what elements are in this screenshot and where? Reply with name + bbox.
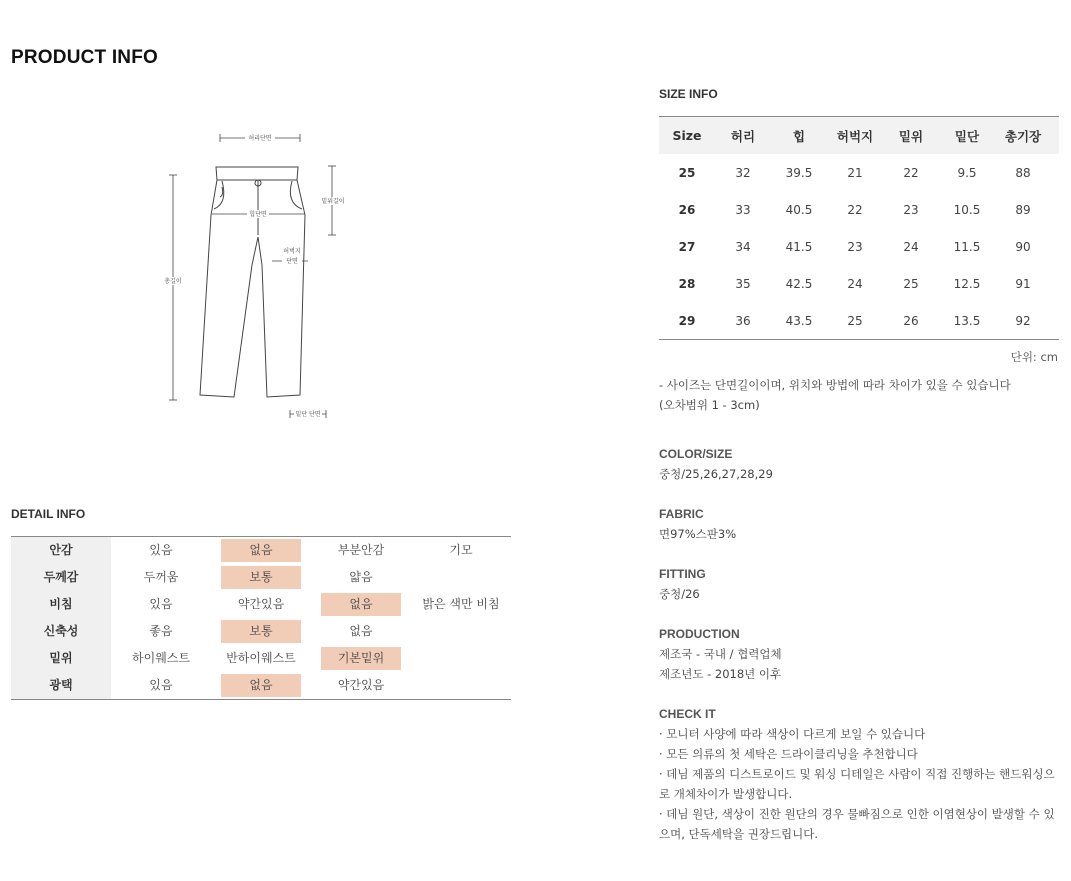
label-thigh-2: 단면 xyxy=(286,258,298,265)
fitting-heading: FITTING xyxy=(659,567,706,581)
size-cell: 43.5 xyxy=(785,313,813,328)
table-row xyxy=(659,265,1059,302)
size-table-header xyxy=(659,117,1059,154)
detail-row-thickness xyxy=(11,564,511,591)
table-row xyxy=(659,154,1059,191)
table-row xyxy=(659,228,1059,265)
pants-size-diagram xyxy=(150,125,360,425)
size-cell: 27 xyxy=(678,239,696,254)
detail-option: 있음 xyxy=(149,678,173,692)
detail-option xyxy=(411,620,511,643)
label-hem: 밑단 단면 xyxy=(295,411,321,418)
detail-row-lining xyxy=(11,537,511,564)
detail-row-gloss xyxy=(11,672,511,699)
size-unit: 단위: cm xyxy=(1010,350,1058,364)
detail-option xyxy=(411,566,511,589)
detail-row-stretch xyxy=(11,618,511,645)
detail-info-table xyxy=(11,536,511,700)
detail-row-label: 비침 xyxy=(11,591,111,618)
size-cell: 42.5 xyxy=(785,276,813,291)
size-note xyxy=(659,375,1069,415)
label-waist: 허리단면 xyxy=(248,135,272,142)
label-hip: 힙단면 xyxy=(249,211,267,218)
size-cell: 10.5 xyxy=(953,202,981,217)
detail-info-heading: DETAIL INFO xyxy=(11,507,86,521)
size-cell: 36 xyxy=(735,313,751,328)
detail-option: 기모 xyxy=(449,543,473,557)
detail-option xyxy=(411,647,511,670)
size-cell: 24 xyxy=(903,239,919,254)
page-title: PRODUCT INFO xyxy=(11,47,159,68)
detail-option-selected: 보통 xyxy=(211,566,311,589)
detail-option: 반하이웨스트 xyxy=(226,651,296,665)
check-it-heading: CHECK IT xyxy=(659,707,716,721)
detail-option: 두꺼움 xyxy=(143,570,179,584)
detail-option: 밝은 색만 비침 xyxy=(422,597,500,611)
size-cell: 21 xyxy=(847,165,863,180)
size-cell: 34 xyxy=(735,239,751,254)
size-col-header: 밑단 xyxy=(954,128,980,144)
label-length: 총길이 xyxy=(164,278,182,285)
detail-row-label: 안감 xyxy=(11,537,111,564)
check-it-line: · 데님 원단, 색상이 진한 원단의 경우 물빠짐으로 인한 이염현상이 발생할 수 있으며, 단독세탁을 권장드립니다. xyxy=(659,807,1055,841)
size-note-line: - 사이즈는 단면길이이며, 위치와 방법에 따라 차이가 있을 수 있습니다 xyxy=(659,378,1011,392)
size-cell: 23 xyxy=(903,202,919,217)
size-cell: 23 xyxy=(847,239,863,254)
size-cell: 11.5 xyxy=(953,239,981,254)
size-cell: 22 xyxy=(903,165,919,180)
label-thigh-1: 허벅지 xyxy=(283,248,301,255)
detail-option: 부분안감 xyxy=(337,543,385,557)
size-col-header: 허벅지 xyxy=(836,128,874,144)
detail-option: 있음 xyxy=(149,543,173,557)
detail-option-selected: 없음 xyxy=(211,674,311,697)
table-row xyxy=(659,302,1059,339)
detail-option xyxy=(411,674,511,697)
detail-row-label: 광택 xyxy=(11,672,111,699)
color-size-text: 중청/25,26,27,28,29 xyxy=(659,467,773,481)
size-cell: 88 xyxy=(1015,165,1031,180)
size-col-header: 허리 xyxy=(730,128,756,144)
size-cell: 29 xyxy=(678,313,696,328)
size-cell: 35 xyxy=(735,276,751,291)
size-cell: 9.5 xyxy=(957,165,977,180)
size-cell: 24 xyxy=(847,276,863,291)
production-line: 제조국 - 국내 / 협력업체 xyxy=(659,647,782,661)
size-cell: 40.5 xyxy=(785,202,813,217)
size-cell: 13.5 xyxy=(953,313,981,328)
check-it-line: · 데님 제품의 디스트로이드 및 워싱 디테일은 사람이 직접 진행하는 핸드워싱으로 개체차이가 발생합니다. xyxy=(659,767,1055,801)
fabric-text: 면97%스판3% xyxy=(659,527,737,541)
size-cell: 25 xyxy=(678,165,696,180)
detail-option-selected: 없음 xyxy=(311,593,411,616)
size-cell: 90 xyxy=(1015,239,1031,254)
production-line: 제조년도 - 2018년 이후 xyxy=(659,667,782,681)
size-col-header: 총기장 xyxy=(1004,128,1042,144)
detail-row-label: 밑위 xyxy=(11,645,111,672)
size-cell: 25 xyxy=(847,313,863,328)
size-cell: 22 xyxy=(847,202,863,217)
check-it-text xyxy=(659,724,1064,844)
detail-option-selected: 기본밑위 xyxy=(311,647,411,670)
size-col-header: Size xyxy=(672,128,702,143)
detail-option: 약간있음 xyxy=(337,678,385,692)
size-cell: 41.5 xyxy=(785,239,813,254)
production-heading: PRODUCTION xyxy=(659,627,740,641)
detail-row-rise xyxy=(11,645,511,672)
size-col-header: 힙 xyxy=(792,128,806,144)
detail-option: 하이웨스트 xyxy=(132,651,190,665)
size-cell: 91 xyxy=(1015,276,1031,291)
size-info-heading: SIZE INFO xyxy=(659,87,718,101)
production-text xyxy=(659,644,1064,684)
size-cell: 33 xyxy=(735,202,751,217)
size-cell: 39.5 xyxy=(785,165,813,180)
check-it-line: · 모든 의류의 첫 세탁은 드라이클리닝을 추천합니다 xyxy=(659,747,918,761)
detail-option-selected: 보통 xyxy=(211,620,311,643)
size-cell: 28 xyxy=(678,276,696,291)
detail-option: 좋음 xyxy=(149,624,173,638)
size-cell: 32 xyxy=(735,165,751,180)
pants-illustration xyxy=(150,125,360,425)
size-cell: 26 xyxy=(678,202,696,217)
color-size-heading: COLOR/SIZE xyxy=(659,447,733,461)
detail-option: 없음 xyxy=(349,624,373,638)
size-cell: 12.5 xyxy=(953,276,981,291)
size-col-header: 밑위 xyxy=(898,128,924,144)
size-cell: 92 xyxy=(1015,313,1031,328)
fitting-text: 중청/26 xyxy=(659,587,700,601)
detail-row-sheer xyxy=(11,591,511,618)
detail-row-label: 두께감 xyxy=(11,564,111,591)
size-cell: 89 xyxy=(1015,202,1031,217)
detail-row-label: 신축성 xyxy=(11,618,111,645)
table-row xyxy=(659,191,1059,228)
size-cell: 26 xyxy=(903,313,919,328)
detail-option-selected: 없음 xyxy=(211,539,311,562)
check-it-line: · 모니터 사양에 따라 색상이 다르게 보일 수 있습니다 xyxy=(659,727,926,741)
detail-option: 약간있음 xyxy=(237,597,285,611)
fabric-heading: FABRIC xyxy=(659,507,704,521)
label-rise: 밑위길이 xyxy=(321,198,345,205)
size-cell: 25 xyxy=(903,276,919,291)
size-table xyxy=(659,116,1059,340)
detail-option: 얇음 xyxy=(349,570,373,584)
size-note-line: (오차범위 1 - 3cm) xyxy=(659,398,760,412)
detail-option: 있음 xyxy=(149,597,173,611)
